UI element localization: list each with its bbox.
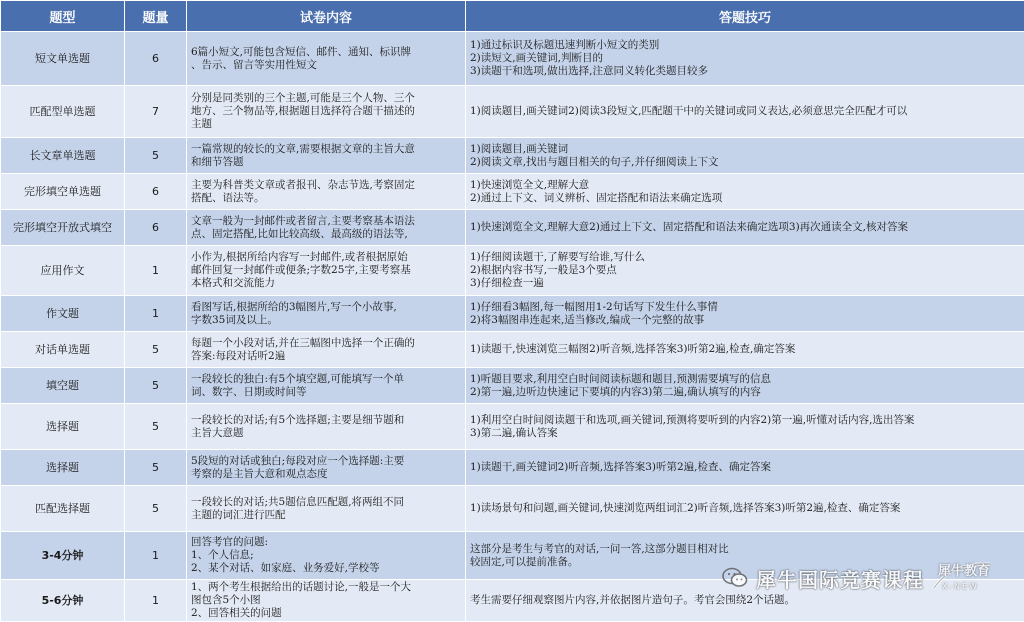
content-line: 6篇小短文,可能包含短信、邮件、通知、标识牌 <box>191 46 461 59</box>
content-line: 回答考官的问题: <box>191 536 461 549</box>
cell-count: 1 <box>125 296 187 332</box>
header-tips: 答题技巧 <box>466 1 1024 32</box>
table-row <box>1 486 1024 532</box>
cell-content <box>187 210 466 246</box>
tips-line: 较固定,可以提前准备。 <box>470 556 1020 569</box>
cell-type: 长文章单选题 <box>1 138 125 174</box>
table-row <box>1 332 1024 368</box>
cell-content <box>187 532 466 580</box>
cell-tips <box>466 296 1024 332</box>
tips-line: 3)第二遍,确认答案 <box>470 427 1020 440</box>
tips-line: 2)将3幅图串连起来,适当修改,编成一个完整的故事 <box>470 314 1020 327</box>
cell-type: 匹配选择题 <box>1 486 125 532</box>
content-line: 2、某个对话、如家庭、业务爱好,学校等 <box>191 562 461 575</box>
content-line: 1、个人信息; <box>191 549 461 562</box>
content-line: 和细节答题 <box>191 156 461 169</box>
cell-type: 短文单选题 <box>1 32 125 86</box>
content-line: 分别是同类别的三个主题,可能是三个人物、三个 <box>191 92 461 105</box>
tips-line: 2)通过上下文、词义辨析、固定搭配和语法来确定选项 <box>470 192 1020 205</box>
cell-content <box>187 580 466 622</box>
cell-tips <box>466 450 1024 486</box>
tips-line: 1)读题干,快速浏览三幅图2)听音频,选择答案3)听第2遍,检查,确定答案 <box>470 343 1020 356</box>
table-row <box>1 450 1024 486</box>
cell-tips <box>466 404 1024 450</box>
tips-line: 1)听题目要求,利用空白时间阅读标题和题目,预测需要填写的信息 <box>470 373 1020 386</box>
cell-type: 对话单选题 <box>1 332 125 368</box>
content-line: 主旨大意题 <box>191 427 461 440</box>
content-line: 地方、三个物品等,根据题目选择符合题干描述的 <box>191 105 461 118</box>
cell-content <box>187 404 466 450</box>
content-line: 每题一个小段对话,并在三幅图中选择一个正确的 <box>191 337 461 350</box>
tips-line: 1)读题干,画关键词2)听音频,选择答案3)听第2遍,检查、确定答案 <box>470 461 1020 474</box>
tips-line: 2)阅读文章,找出与题目相关的句子,并仔细阅读上下文 <box>470 156 1020 169</box>
cell-count: 7 <box>125 86 187 138</box>
tips-line: 这部分是考生与考官的对话,一问一答,这部分题目相对比 <box>470 543 1020 556</box>
cell-tips <box>466 174 1024 210</box>
table-row <box>1 404 1024 450</box>
table-row <box>1 210 1024 246</box>
cell-tips <box>466 332 1024 368</box>
content-line: 一段较长的对话;共5题信息匹配题,将两组不同 <box>191 496 461 509</box>
header-count: 题量 <box>125 1 187 32</box>
table-row <box>1 246 1024 296</box>
tips-line: 1)仔细看3幅图,每一幅图用1-2句话写下发生什么事情 <box>470 301 1020 314</box>
tips-line: 2)第一遍,边听边快速记下要填的内容3)第二遍,确认填写的内容 <box>470 386 1020 399</box>
cell-count: 5 <box>125 368 187 404</box>
cell-type: 完形填空开放式填空 <box>1 210 125 246</box>
cell-count: 1 <box>125 532 187 580</box>
tips-line: 1)通过标识及标题迅速判断小短文的类别 <box>470 39 1020 52</box>
table-row <box>1 296 1024 332</box>
content-line: 主要为科普类文章或者报刊、杂志节选,考察固定 <box>191 179 461 192</box>
cell-type: 匹配型单选题 <box>1 86 125 138</box>
cell-type: 选择题 <box>1 404 125 450</box>
header-row <box>1 1 1024 32</box>
cell-type: 填空题 <box>1 368 125 404</box>
cell-tips <box>466 32 1024 86</box>
cell-count: 5 <box>125 332 187 368</box>
tips-line: 1)快速浏览全文,理解大意 <box>470 179 1020 192</box>
content-line: 小作为,根据所给内容写一封邮件,或者根据原始 <box>191 251 461 264</box>
cell-content <box>187 332 466 368</box>
cell-count: 6 <box>125 32 187 86</box>
tips-line: 3)仔细检查一遍 <box>470 277 1020 290</box>
cell-content <box>187 86 466 138</box>
cell-count: 1 <box>125 246 187 296</box>
cell-count: 5 <box>125 404 187 450</box>
cell-tips <box>466 246 1024 296</box>
cell-type: 完形填空单选题 <box>1 174 125 210</box>
tips-line: 考生需要仔细观察图片内容,并依据图片造句子。考官会围绕2个话题。 <box>470 594 1020 607</box>
cell-tips <box>466 486 1024 532</box>
tips-line: 3)读题干和选项,做出选择,注意同义转化类题目较多 <box>470 65 1020 78</box>
cell-content <box>187 450 466 486</box>
content-line: 文章一般为一封邮件或者留言,主要考察基本语法 <box>191 215 461 228</box>
brand-logo-cn: 犀牛教育 <box>938 560 990 579</box>
content-line: 5段短的对话或独白;每段对应一个选择题:主要 <box>191 455 461 468</box>
brand-logo <box>932 558 994 598</box>
watermark-text: 犀牛国际竞赛课程 <box>756 564 924 593</box>
tips-line: 1)利用空白时间阅读题干和选项,画关键词,预测将要听到的内容2)第一遍,听懂对话内容,选出答案 <box>470 414 1020 427</box>
cell-tips <box>466 86 1024 138</box>
cell-count: 6 <box>125 174 187 210</box>
content-line: 看图写话,根据所给的3幅图片,写一个小故事, <box>191 301 461 314</box>
cell-content <box>187 138 466 174</box>
wechat-icon <box>722 567 748 589</box>
tips-line: 2)根据内容书写,一般是3个要点 <box>470 264 1020 277</box>
brand-logo-en: X-NEW <box>942 582 979 591</box>
content-line: 图包含5个小图 <box>191 594 461 607</box>
content-line: 考察的是主旨大意和观点态度 <box>191 468 461 481</box>
cell-count: 1 <box>125 580 187 622</box>
cell-content <box>187 486 466 532</box>
table-body <box>1 32 1024 622</box>
content-line: 1、两个考生根据给出的话题讨论,一般是一个大 <box>191 581 461 594</box>
content-line: 点、固定搭配,比如比较高级、最高级的语法等, <box>191 228 461 241</box>
content-line: 一段较长的对话;有5个选择题;主要是细节题和 <box>191 414 461 427</box>
table-row <box>1 368 1024 404</box>
table-row <box>1 174 1024 210</box>
cell-content <box>187 32 466 86</box>
tips-line: 2)读短文,画关键词,判断目的 <box>470 52 1020 65</box>
cell-type: 作文题 <box>1 296 125 332</box>
content-line: 、告示、留言等实用性短文 <box>191 59 461 72</box>
content-line: 答案:每段对话听2遍 <box>191 350 461 363</box>
content-line: 本格式和交流能力 <box>191 277 461 290</box>
cell-type: 应用作文 <box>1 246 125 296</box>
content-line: 搭配、语法等。 <box>191 192 461 205</box>
cell-type: 选择题 <box>1 450 125 486</box>
tips-line: 1)读场景句和问题,画关键词,快速浏览两组词汇2)听音频,选择答案3)听第2遍,检查、确定答案 <box>470 502 1020 515</box>
header-content: 试卷内容 <box>187 1 466 32</box>
content-line: 2、回答相关的问题 <box>191 607 461 620</box>
cell-tips <box>466 368 1024 404</box>
content-line: 一段较长的独白:有5个填空题,可能填写一个单 <box>191 373 461 386</box>
cell-count: 5 <box>125 486 187 532</box>
content-line: 主题的词汇进行匹配 <box>191 509 461 522</box>
cell-tips <box>466 138 1024 174</box>
cell-type: 3-4分钟 <box>1 532 125 580</box>
cell-type: 5-6分钟 <box>1 580 125 622</box>
content-line: 主题 <box>191 118 461 131</box>
watermark <box>722 557 994 599</box>
table-row <box>1 32 1024 86</box>
header-type: 题型 <box>1 1 125 32</box>
cell-content <box>187 174 466 210</box>
cell-count: 5 <box>125 138 187 174</box>
cell-content <box>187 368 466 404</box>
content-line: 邮件回复一封邮件或便条;字数25字,主要考察基 <box>191 264 461 277</box>
cell-count: 5 <box>125 450 187 486</box>
content-line: 一篇常规的较长的文章,需要根据文章的主旨大意 <box>191 143 461 156</box>
cell-tips <box>466 210 1024 246</box>
tips-line: 1)快速浏览全文,理解大意2)通过上下文、固定搭配和语法来确定选项3)再次通读全文,核对答案 <box>470 221 1020 234</box>
content-line: 字数35词及以上。 <box>191 314 461 327</box>
content-line: 词、数字、日期或时间等 <box>191 386 461 399</box>
cell-content <box>187 296 466 332</box>
cell-content <box>187 246 466 296</box>
table-row <box>1 138 1024 174</box>
tips-line: 1)阅读题目,画关键词 <box>470 143 1020 156</box>
tips-line: 1)阅读题目,画关键词2)阅读3段短文,匹配题干中的关键词或同义表达,必须意思完全匹配才可以 <box>470 105 1020 118</box>
cell-count: 6 <box>125 210 187 246</box>
table-row <box>1 86 1024 138</box>
tips-line: 1)仔细阅读题干,了解要写给谁,写什么 <box>470 251 1020 264</box>
